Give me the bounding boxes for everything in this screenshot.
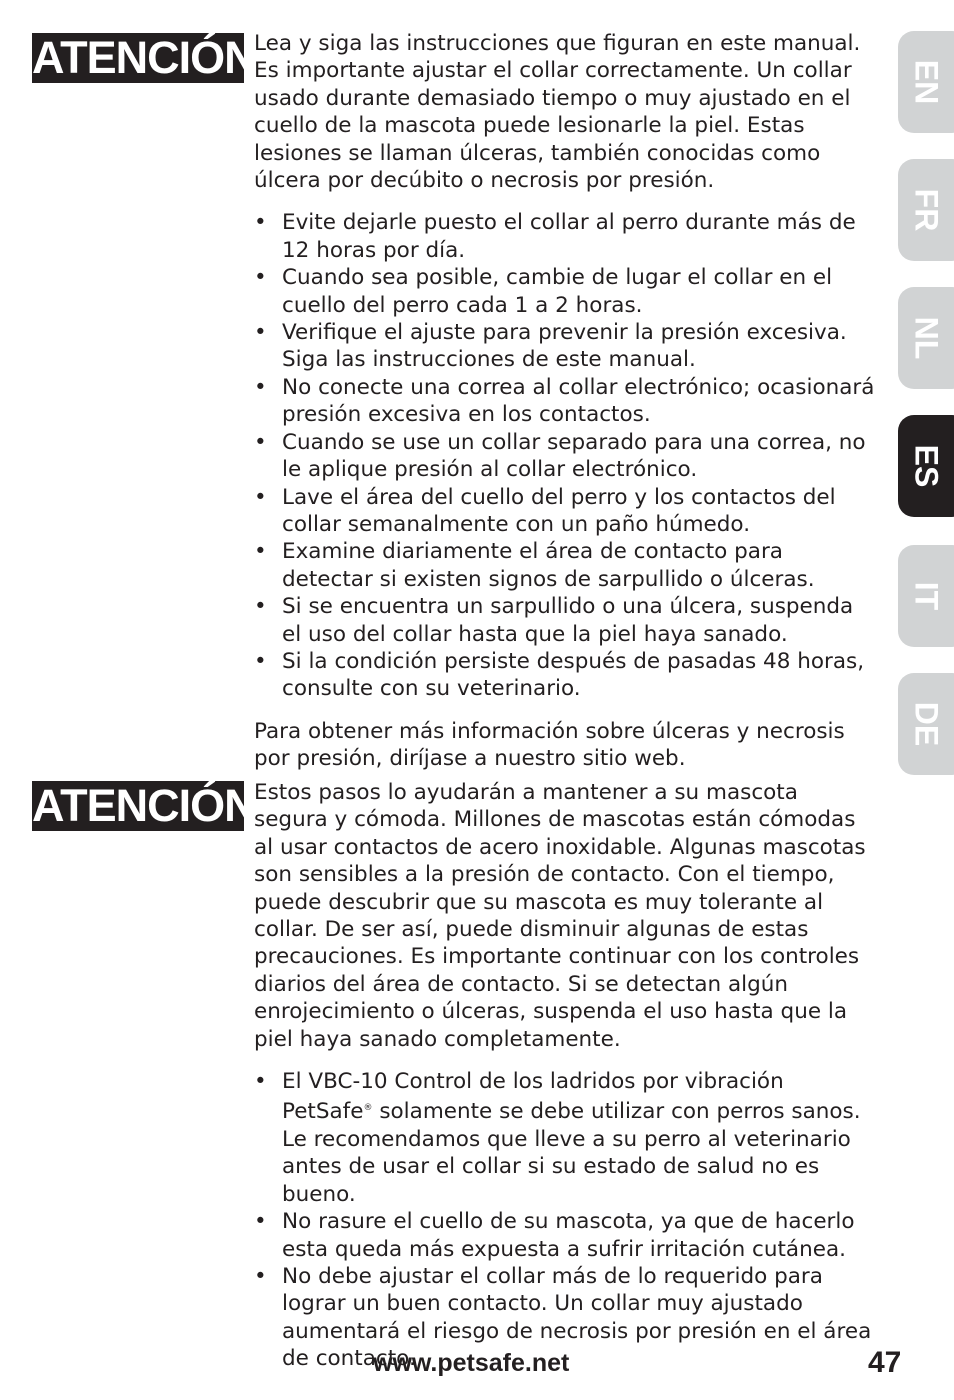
footer-website-url: www.petsafe.net: [373, 1349, 570, 1377]
precautions-list: [254, 209, 876, 702]
warning-section-2: [254, 779, 876, 1373]
language-tab-label: ES: [908, 444, 945, 488]
precautions-list: [254, 1068, 876, 1372]
warning-intro-paragraph: Lea y siga las instrucciones que figuran en este manual. Es importante ajustar el collar correctamente. Un collar usado durante demasiado tiempo o muy ajustado en el cuello de la mascota puede lesionarle la piel. Estas lesiones se llaman úlceras, también conocidas como úlcera por decúbito o necrosis por presión.: [254, 31, 861, 194]
language-tab-en[interactable]: [898, 31, 954, 133]
list-item: • Si la condición persiste después de pasadas 48 horas, consulte con su veterinario.: [254, 648, 876, 703]
list-item: • No debe ajustar el collar más de lo requerido para lograr un buen contacto. Un collar muy ajustado aumentará el riesgo de necrosis por presión en el área de contacto.: [254, 1263, 876, 1373]
list-item: • No conecte una correa al collar electrónico; ocasionará presión excesiva en los contactos.: [254, 374, 876, 429]
list-item-text: solamente se debe utilizar con perros sanos. Le recomendamos que lleve a su perro al veterinario antes de usar el collar si su estado de salud no es bueno.: [282, 1099, 861, 1207]
list-item: • Examine diariamente el área de contacto para detectar si existen signos de sarpullido o úlceras.: [254, 538, 876, 593]
language-tab-de[interactable]: [898, 673, 954, 775]
language-tab-it[interactable]: [898, 545, 954, 647]
language-tab-nl[interactable]: [898, 287, 954, 389]
page-number: 47: [868, 1346, 902, 1379]
list-item: • Lave el área del cuello del perro y los contactos del collar semanalmente con un paño húmedo.: [254, 484, 876, 539]
attention-heading: ATENCIÓN: [32, 780, 256, 831]
warning-intro-paragraph: Estos pasos lo ayudarán a mantener a su mascota segura y cómoda. Millones de mascotas están cómodas al usar contactos de acero inoxidable. Algunas mascotas son sensibles a la presión de contacto. Con el tiempo, puede descubrir que su mascota es muy tolerante al collar. De ser así, puede disminuir algunas de estas precauciones. Es importante continuar con los controles diarios del área de contacto. Si se detectan algún enrojecimiento o úlceras, suspenda el uso hasta que la piel haya sanado completamente.: [254, 780, 866, 1052]
list-item: • Verifique el ajuste para prevenir la presión excesiva. Siga las instrucciones de este manual.: [254, 319, 876, 374]
warning-section-1: [254, 30, 876, 773]
list-item: • Evite dejarle puesto el collar al perro durante más de 12 horas por día.: [254, 209, 876, 264]
list-item-text: El VBC-10 Control de los ladridos por vibración PetSafe: [282, 1069, 784, 1125]
language-tab-label: FR: [908, 188, 945, 232]
more-info-paragraph: Para obtener más información sobre úlceras y necrosis por presión, diríjase a nuestro sitio web.: [254, 718, 845, 772]
attention-heading: ATENCIÓN: [32, 32, 256, 83]
language-tab-label: NL: [908, 316, 945, 360]
language-tab-es[interactable]: [898, 415, 954, 517]
list-item: • Cuando sea posible, cambie de lugar el collar en el cuello del perro cada 1 a 2 horas.: [254, 264, 876, 319]
list-item: [254, 1068, 876, 1208]
language-tab-label: DE: [908, 701, 945, 747]
list-item: • Cuando se use un collar separado para una correa, no le aplique presión al collar electrónico.: [254, 429, 876, 484]
registered-mark: ®: [363, 1103, 373, 1114]
language-tab-label: EN: [908, 59, 945, 105]
list-item: • No rasure el cuello de su mascota, ya que de hacerlo esta queda más expuesta a sufrir irritación cutánea.: [254, 1208, 876, 1263]
language-tab-fr[interactable]: [898, 159, 954, 261]
language-tab-label: IT: [908, 581, 945, 611]
list-item: • Si se encuentra un sarpullido o una úlcera, suspenda el uso del collar hasta que la piel haya sanado.: [254, 593, 876, 648]
